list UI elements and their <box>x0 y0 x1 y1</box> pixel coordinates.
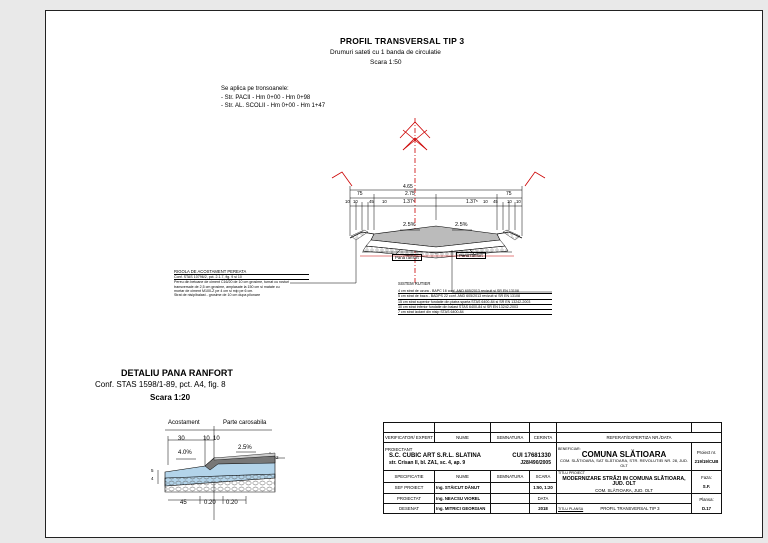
slope-right: 2.5% <box>455 222 468 228</box>
beneficiar-label: BENEFICIAR: <box>558 446 581 451</box>
dim-half-right: 1.37⁵ <box>466 199 478 205</box>
proiect-nr-cell <box>692 443 722 471</box>
detail-side-dim: 5 <box>151 468 154 473</box>
detail-dim-top: 10 <box>203 436 210 442</box>
col-cerinta: CERINTA <box>530 433 557 443</box>
scara-value: 1:50, 1:20 <box>530 482 557 494</box>
desenat-label: DESENAT <box>384 504 435 514</box>
rigola-conf: Conf. STAS 10796/2, pct. 2.1.7, fig. 9 si 10 <box>174 275 309 280</box>
plansa-label: Plansa: <box>699 496 714 502</box>
detail-dim-bottom: 0.20 <box>226 500 238 506</box>
titlu-plansa-cell <box>557 504 692 514</box>
col-nume: NUME <box>435 471 491 483</box>
detail-slope-a: 4.0% <box>178 450 192 456</box>
titlu-plansa-label: TITLU PLANSA <box>558 507 584 511</box>
company-address: str. Crisan II, bl. ZA1, sc. 4, ap. 9 <box>389 460 466 466</box>
ranfort-label-right: Pana ranfort <box>456 252 486 259</box>
detail-conf: Conf. STAS 1598/1-89, pct. A4, fig. 8 <box>95 380 226 389</box>
drawing-scale: Scara 1:50 <box>370 59 402 66</box>
dim-half-left: 1.37⁵ <box>403 199 415 205</box>
rigola-line: Pereu din betoane de ciment C16/20 de 10 cm grosime, turnat cu rosturi <box>174 280 290 285</box>
dim-part: 10 <box>382 199 387 204</box>
detail-scale: Scara 1:20 <box>150 393 191 402</box>
detail-dim-top: 10 <box>213 436 220 442</box>
proiect-nr-label: Proiect nr. <box>696 449 717 455</box>
drawing-title: PROFIL TRANSVERSAL TIP 3 <box>340 36 465 46</box>
dim-part: 10 <box>345 199 350 204</box>
applies-heading: Se aplica pe tronsoanele: <box>221 86 289 92</box>
data-label: DATA <box>530 494 557 504</box>
titlu-proiect: MODERNIZARE STRĂZI IN COMUNA SLĂTIOARA, JUD. OLT <box>562 475 686 487</box>
rigola-line: transversale de 2,5 cm grosime, amplasate la 150 cm si matate cu <box>174 284 280 289</box>
detail-side-dim: 4 <box>151 476 154 481</box>
road-layer: 4 cm strat de uzura - BAPC 16 conf. AND 605/2013 revizuit si SR EN 13108 <box>398 289 552 294</box>
dim-part: 10 <box>483 199 488 204</box>
road-layer: 5 cm strat de baza - BADPS 22 conf. AND 605/2013 revizuit si SR EN 13108 <box>398 294 552 299</box>
ranfort-label-left: Pana ranfort <box>392 254 422 261</box>
sef-proiect-name: Ing. STĂICUT DĂNUT <box>435 482 491 494</box>
road-system-title: SISTEM RUTIER <box>398 281 431 286</box>
referat-label: REFERAT/EXPERTIZA NR./DATA <box>557 433 722 443</box>
company-reg: J28/490/2005 <box>520 460 551 466</box>
dim-shoulder-left: 75 <box>357 191 363 197</box>
rigola-line: Strat de nisip/balast - grosime de 10 cm dupa pilonare <box>174 293 261 298</box>
proiectat-name: Ing. NEACSU VIOREL <box>435 494 491 504</box>
titlu-proiect-cell <box>557 471 692 494</box>
company-name: S.C. CUBIC ART S.R.L. SLATINA <box>389 453 481 459</box>
plansa: D.17 <box>701 505 712 511</box>
detail-title: DETALIU PANA RANFORT <box>121 368 233 378</box>
title-block <box>383 422 722 514</box>
detail-label-left: Acostament <box>168 420 200 426</box>
proiectant-label: PROIECTANT <box>385 447 413 452</box>
proiectat-label: PROIECTAT <box>384 494 435 504</box>
detail-slope-b: 2.5% <box>238 445 252 451</box>
slope-left: 2.5% <box>403 222 416 228</box>
desenat-name: Ing. MITRICI GEORGIAN <box>435 504 491 514</box>
detail-dim-bottom: 0.20 <box>204 500 216 506</box>
proiectant-cell <box>384 443 557 471</box>
faza-cell <box>692 471 722 494</box>
company-cui: CUI 17681330 <box>512 453 551 459</box>
dim-part: 45 <box>369 199 374 204</box>
rigola-title: RIGOLA DE ACOSTAMENT PEREATA <box>174 270 309 275</box>
faza-label: Faza: <box>701 475 712 480</box>
proiect-nr: 219/19/CUB <box>694 458 719 464</box>
applies-item: - Str. AL. SCOLII - Hm 0+00 - Hm 1+47 <box>221 103 326 109</box>
dim-part: 45 <box>493 199 498 204</box>
detail-side-dim: 2 <box>276 455 279 460</box>
titlu-plansa: PROFIL TRANSVERSAL TIP 3 <box>600 506 660 511</box>
dim-part: 10 <box>507 199 512 204</box>
col-semnatura: SEMNATURA <box>491 433 530 443</box>
dim-carriage-width: 2.75 <box>405 191 415 197</box>
plansa-cell <box>692 494 722 514</box>
specificatie-label: SPECIFICATIE <box>384 471 435 483</box>
dim-total-width: 4.65 <box>403 184 413 190</box>
drawing-subtitle: Drumuri sateti cu 1 banda de circulatie <box>330 49 441 56</box>
sef-proiect-label: SEF PROIECT <box>384 482 435 494</box>
year: 2018 <box>530 504 557 514</box>
road-layer: 15 cm strat superior fundatie din piatra sparta STAS 6400-84 si SR EN 13242-2003 <box>398 300 552 305</box>
titlu-proiect-label: TITLU PROIECT <box>558 471 585 475</box>
dim-part: 10 <box>353 199 358 204</box>
col-semnatura: SEMNATURA <box>491 471 530 483</box>
detail-dim-bottom: 45 <box>180 500 187 506</box>
road-layer: 7 cm strat izolant din nisip STAS 6400-84 <box>398 310 552 315</box>
detail-label-right: Parte carosabila <box>223 420 267 426</box>
beneficiar-name: COMUNA SLĂTIOARA <box>581 449 667 459</box>
faza: S.F. <box>702 484 711 489</box>
col-nume: NUME <box>435 433 491 443</box>
rigola-line: mortar de ciment M100-Z pe 4 cm si mip pe 6 cm. <box>174 288 254 293</box>
road-layer: 30 cm strat inferior fundatie din balast STAS 6400-84 si SR EN 13242-2003 <box>398 305 552 310</box>
beneficiar-address: COM. SLĂTIOARA, SAT SLĂTIOARA, STR. REVOLUTIEI NR. 28, JUD. OLT <box>559 457 689 468</box>
titlu-proiect-address: COM. SLĂTIOARA, JUD. OLT <box>595 487 653 493</box>
dim-part: 10 <box>516 199 521 204</box>
detail-dim-top: 30 <box>178 436 185 442</box>
col-scara: SCARA <box>530 471 557 483</box>
applies-item: - Str. PACII - Hm 0+00 - Hm 0+98 <box>221 94 311 101</box>
beneficiar-cell <box>557 443 692 471</box>
verificator-label: VERIFICATOR/ EXPERT <box>384 433 435 443</box>
dim-shoulder-right: 75 <box>506 191 512 197</box>
